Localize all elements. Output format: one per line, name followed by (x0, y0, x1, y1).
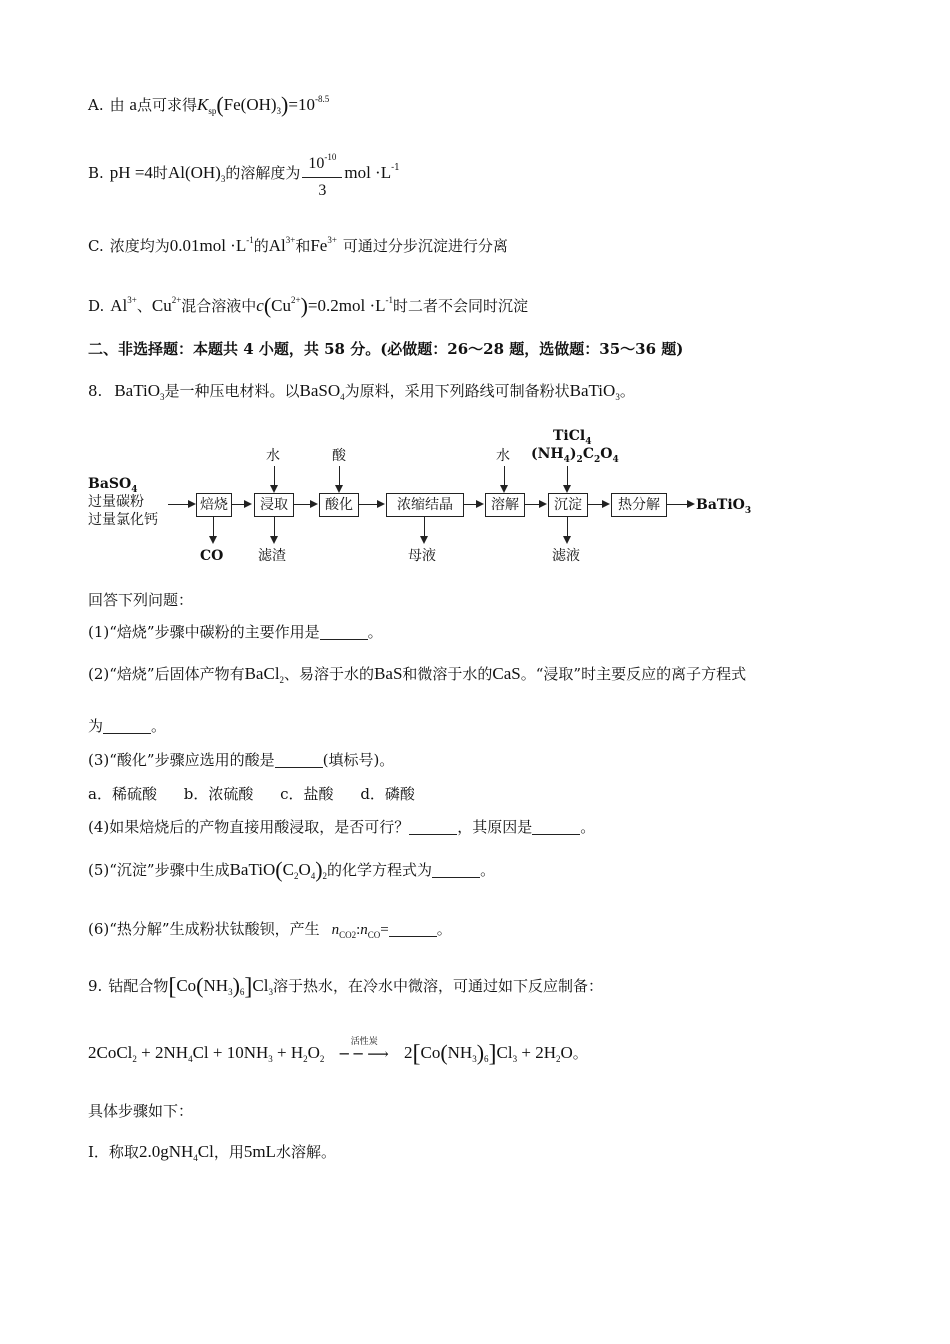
fraction: $\frac{10^{-10}}{3}$ (302, 146, 342, 202)
choice-a: a．稀硫酸 (88, 785, 157, 803)
question-8-3-choices (88, 783, 415, 805)
output-filtrate: 滤液 (552, 548, 580, 564)
input-acid: 酸 (332, 448, 346, 464)
choice-c: c．盐酸 (280, 785, 334, 803)
step-thermal-decompose: 热分解 (611, 493, 667, 517)
step-1: Ⅰ．称取2.0gNH$_4$Cl，用5mL水溶解。 (88, 1142, 336, 1163)
answer-blank[interactable] (409, 820, 457, 835)
step-leach: 浸取 (254, 493, 294, 517)
catalyst-label: 活性炭 (350, 1037, 378, 1047)
product-batio3: BaTiO$_3$ (696, 497, 752, 516)
question-8-3: (3)“酸化”步骤应选用的酸是 (填标号)。 (88, 751, 395, 769)
process-flow-diagram (88, 420, 758, 570)
option-b: B. pH =4时$Al(OH)_3$的溶解度为 $\frac{10^{-10}}{3}$ mol $\cdot L^{-1}$ (88, 146, 400, 202)
input-cacl2: 过量氯化钙 (88, 512, 158, 528)
question-8-5: (5)“沉淀”步骤中生成$BaTiO(C_2O_4)_2$的化学方程式为 。 (88, 857, 496, 882)
reaction-equation: 2CoCl$_2$ + $2NH_4Cl + 10NH_3 + H_2O_2$ 活性炭 ─ ─ ⟶ $2[Co(NH_3)_6]Cl_3 + 2H_2O$。 (88, 1042, 588, 1070)
step-crystallize: 浓缩结晶 (386, 493, 464, 517)
question-8-4: (4)如果焙烧后的产物直接用酸浸取，是否可行？ ，其原因是 。 (88, 818, 596, 836)
input-carbon: 过量碳粉 (88, 494, 144, 510)
steps-heading: 具体步骤如下： (88, 1102, 194, 1120)
answer-blank[interactable] (532, 820, 580, 835)
output-mother-liquor: 母液 (408, 548, 436, 564)
question-8-1: (1)“焙烧”步骤中碳粉的主要作用是 。 (88, 623, 383, 641)
question-9-stem: 9. 钴配合物$[Co(NH_3)_6]Cl_3$溶于热水，在冷水中微溶，可通过如下反应制备： (88, 973, 603, 1000)
input-ticl4: TiCl$_4$ (553, 428, 592, 447)
input-water-2: 水 (496, 448, 510, 464)
option-c: C. 浓度均为$0.01mol \cdot L^{-1}$的$Al^{3+}$和$Fe^{3+}$ 可通过分步沉淀进行分离 (88, 235, 508, 255)
step-precipitate: 沉淀 (548, 493, 588, 517)
question-8-2-cont: 为 。 (88, 717, 167, 735)
choice-b: b．浓硫酸 (183, 785, 254, 803)
option-d: D. $Al^{3+}$、$Cu^{2+}$混合溶液中$c(Cu^{2+})=0.2mol \cdot L^{-1}$时二者不会同时沉淀 (88, 293, 529, 318)
input-ammonium-oxalate: $(NH_4)_2C_2O_4$ (531, 446, 619, 465)
answer-blank[interactable] (320, 625, 368, 640)
section-heading: 二、非选择题：本题共 4 小题，共 58 分。(必做题：26～28 题，选做题：35～36 题) (88, 340, 684, 358)
input-baso4: BaSO$_4$ (88, 476, 138, 495)
step-roast: 焙烧 (196, 493, 232, 517)
answer-blank[interactable] (103, 719, 151, 734)
question-8-6: (6)“热分解”生成粉状钛酸钡，产生 $n_{CO2}:n_{CO}=$ 。 (88, 920, 452, 940)
option-a: A. 由 a点可求得$K_{sp}(Fe(OH)_3)=10^{-8.5}$ (88, 92, 330, 117)
answer-blank[interactable] (432, 863, 480, 878)
input-water-1: 水 (266, 448, 280, 464)
question-8-stem: 8. BaTiO$_3$是一种压电材料。以BaSO$_4$为原料，采用下列路线可制备粉状BaTiO$_3$。 (88, 381, 635, 402)
answer-blank[interactable] (275, 753, 323, 768)
step-dissolve: 溶解 (485, 493, 525, 517)
choice-d: d．磷酸 (360, 785, 415, 803)
output-residue: 滤渣 (258, 548, 286, 564)
answer-intro: 回答下列问题： (88, 591, 194, 609)
answer-blank[interactable] (389, 922, 437, 937)
output-co: CO (200, 548, 224, 564)
question-8-2: (2)“焙烧”后固体产物有BaCl$_2$、易溶于水的BaS和微溶于水的CaS。“浸取”时主要反应的离子方程式 (88, 664, 747, 685)
step-acidify: 酸化 (319, 493, 359, 517)
